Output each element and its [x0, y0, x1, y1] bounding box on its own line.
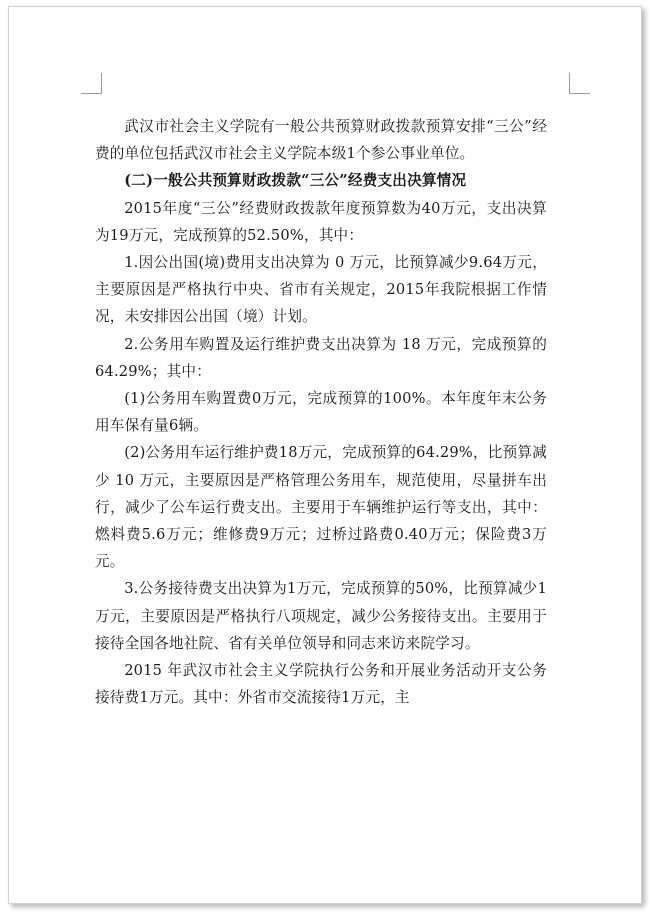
document-body [95, 113, 547, 711]
paragraph-reception-expenses: 3.公务接待费支出决算为1万元，完成预算的50%，比预算减少1万元，主要原因是严格执行八项规定，减少公务接待支出。主要用于接待全国各地社院、省有关单位领导和同志来访来院学习。 [95, 580, 547, 652]
paragraph-reception-detail: 2015 年武汉市社会主义学院执行公务和开展业务活动开支公务接待费1万元。其中：外省市交流接待1万元，主 [95, 662, 547, 707]
section-heading-three-public-expenses: (二)一般公共预算财政拨款“三公”经费支出决算情况 [124, 172, 467, 190]
paragraph-budget-summary: 2015年度“三公”经费财政拨款年度预算数为40万元，支出决算为19万元，完成预算的52.50%，其中： [95, 199, 547, 244]
paragraph-vehicle-maintenance: (2)公务用车运行维护费18万元，完成预算的64.29%，比预算减少 10 万元，主要原因是严格管理公务用车，规范使用，尽量拼车出行，减少了公车运行费支出。主要用于车辆维护运行等支出，其中：燃料费5.6万元；维修费9万元；过桥过路费0.40万元；保险费3万元。 [95, 444, 547, 571]
paragraph-overseas-travel: 1.因公出国(境)费用支出决算为 0 万元，比预算减少9.64万元，主要原因是严格执行中央、省市有关规定，2015年我院根据工作情况，未安排因公出国（境）计划。 [95, 254, 547, 326]
crop-mark-top-left [81, 73, 102, 94]
crop-mark-top-right [569, 73, 590, 94]
paragraph-vehicle-expenses: 2.公务用车购置及运行维护费支出决算为 18 万元，完成预算的64.29%；其中： [95, 335, 547, 380]
paragraph-unit-scope: 武汉市社会主义学院有一般公共预算财政拨款预算安排“三公”经费的单位包括武汉市社会主义学院本级1个参公事业单位。 [95, 118, 547, 163]
paragraph-vehicle-purchase: (1)公务用车购置费0万元，完成预算的100%。本年度年末公务用车保有量6辆。 [95, 390, 547, 435]
